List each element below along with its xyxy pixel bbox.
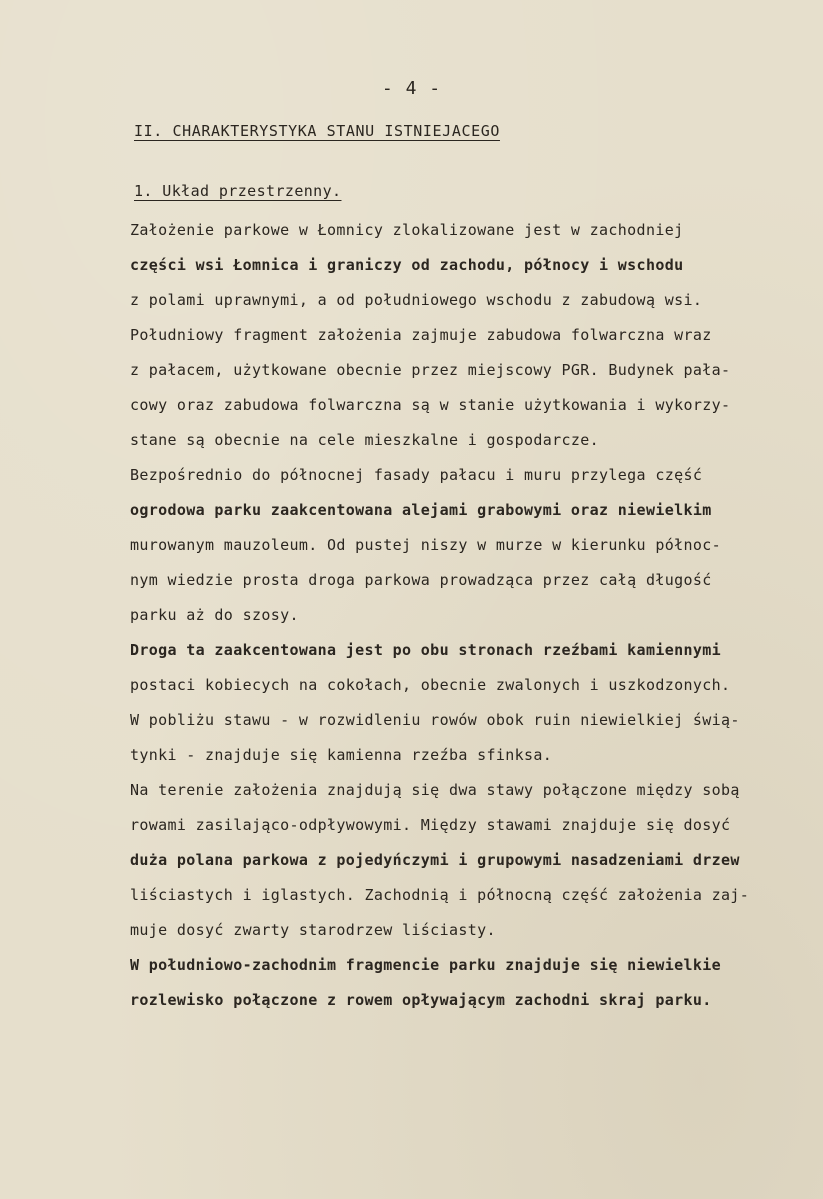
text-line: ogrodowa parku zaakcentowana alejami grabowymi oraz niewielkim: [130, 501, 712, 519]
text-line: Bezpośrednio do północnej fasady pałacu i muru przylega część: [130, 466, 703, 484]
text-line: z pałacem, użytkowane obecnie przez miejscowy PGR. Budynek pała-: [130, 361, 731, 379]
text-line: parku aż do szosy.: [130, 606, 299, 624]
text-line: W pobliżu stawu - w rozwidleniu rowów obok ruin niewielkiej świą-: [130, 711, 740, 729]
text-line: muje dosyć zwarty starodrzew liściasty.: [130, 921, 496, 939]
text-line: Na terenie założenia znajdują się dwa stawy połączone między sobą: [130, 781, 740, 799]
section-heading: 1. Układ przestrzenny.: [134, 182, 342, 200]
text-line: tynki - znajduje się kamienna rzeźba sfinksa.: [130, 746, 553, 764]
text-line: postaci kobiecych na cokołach, obecnie zwalonych i uszkodzonych.: [130, 676, 731, 694]
text-line: Droga ta zaakcentowana jest po obu stronach rzeźbami kamiennymi: [130, 641, 721, 659]
text-line: duża polana parkowa z pojedyńczymi i grupowymi nasadzeniami drzew: [130, 851, 740, 869]
text-line: nym wiedzie prosta droga parkowa prowadząca przez całą długość: [130, 571, 712, 589]
page-number: - 4 -: [381, 78, 442, 99]
text-line: z polami uprawnymi, a od południowego wschodu z zabudową wsi.: [130, 291, 703, 309]
text-line: Południowy fragment założenia zajmuje zabudowa folwarczna wraz: [130, 326, 712, 344]
text-line: rozlewisko połączone z rowem opływającym zachodni skraj parku.: [130, 991, 712, 1009]
text-line: murowanym mauzoleum. Od pustej niszy w murze w kierunku północ-: [130, 536, 721, 554]
body-text: [130, 218, 820, 1023]
text-line: liściastych i iglastych. Zachodnią i północną część założenia zaj-: [130, 886, 750, 904]
text-line: Założenie parkowe w Łomnicy zlokalizowane jest w zachodniej: [130, 221, 684, 239]
text-line: części wsi Łomnica i graniczy od zachodu, północy i wschodu: [130, 256, 684, 274]
text-line: cowy oraz zabudowa folwarczna są w stanie użytkowania i wykorzy-: [130, 396, 731, 414]
chapter-heading: II. CHARAKTERYSTYKA STANU ISTNIEJACEGO: [134, 122, 500, 140]
text-line: W południowo-zachodnim fragmencie parku znajduje się niewielkie: [130, 956, 721, 974]
text-line: rowami zasilająco-odpływowymi. Między stawami znajduje się dosyć: [130, 816, 731, 834]
text-line: stane są obecnie na cele mieszkalne i gospodarcze.: [130, 431, 600, 449]
